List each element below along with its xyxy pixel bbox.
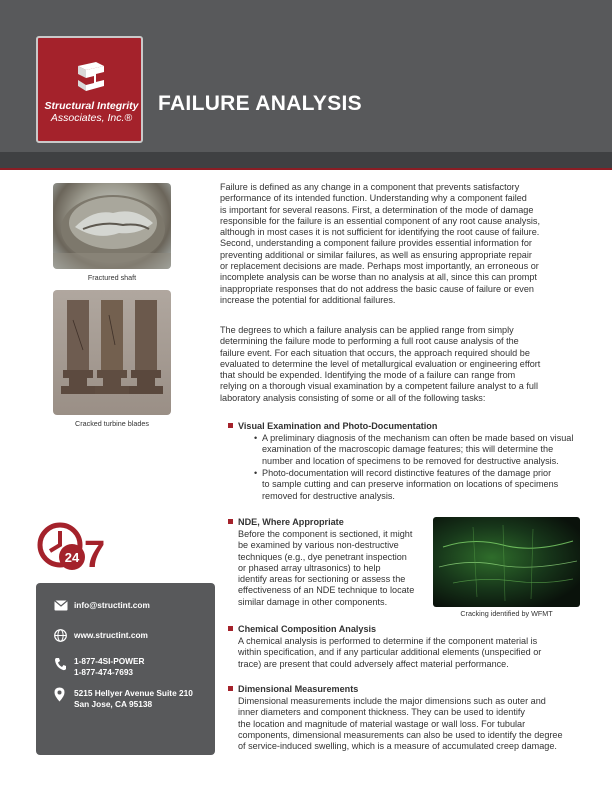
red-square-bullet: [228, 626, 233, 631]
bullet-dot: •: [254, 468, 258, 478]
globe-icon: [54, 629, 67, 642]
24-7-badge: [36, 517, 114, 580]
blades-caption: Cracked turbine blades: [75, 419, 149, 428]
shaft-caption: Fractured shaft: [87, 273, 137, 282]
chemical-heading: Chemical Composition Analysis: [228, 624, 376, 634]
contact-phone-number[interactable]: 1-877-474-7693: [74, 667, 134, 677]
contact-address-line1: 5215 Hellyer Avenue Suite 210: [74, 688, 193, 698]
degrees-paragraph: The degrees to which a failure analysis can be applied range from simply determining the failure mode to performing a full root cause analysis of the failure event. For each situation that occurs, the approach required should be evaluated to determine the level of metallurgical evaluation or engineering effort that should be expended. Identifying the mode of a failure can range from relying on a thorough visual examination by a competent failure analyst to a full laboratory analysis consisting of some or all of the following tasks:: [220, 325, 541, 403]
dimensional-heading: Dimensional Measurements: [228, 684, 358, 694]
red-square-bullet: [228, 423, 233, 428]
intro-paragraph: Failure is defined as any change in a component that prevents satisfactory performance of its intended function. Understanding why a component failed is important for several reasons. First, a determination of the mode of damage responsible for the failure is an essential component of any root cause analysis, although in most cases it is not sufficient for identifying the root cause of failure. Second, understanding a component failure provides essential information for preventing additional or similar failures, as well as ensuring appropriate repair or replacement decisions are made. Perhaps most importantly, an erroneous or incomplete analysis can be worse than no analysis at all, since this can prompt inappropriate responses that do not address the basic cause of failure or even increase the potential for additional failures.: [220, 182, 540, 305]
logo-company-name: Structural Integrity: [44, 100, 139, 112]
location-pin-icon: [54, 687, 65, 702]
visual-bullet-photo-doc: • Photo-documentation will record distinctive features of the damage prior to sample cutting and can preserve information on locations of specimens removed for destructive analysis.: [254, 468, 559, 501]
contact-phone-vanity[interactable]: 1-877-4SI-POWER: [74, 656, 145, 666]
phone-icon: [54, 657, 66, 671]
dimensional-paragraph: Dimensional measurements include the major dimensions such as outer and inner diameters and component thickness. They can be used to identify the location and magnitude of material wastage or wall loss. For tubular components, dimensional measurements can also be used to identify the degree of service-induced swelling, which is a measure of accumulated creep damage.: [238, 696, 563, 752]
header-accent-line: [0, 168, 612, 170]
clock-icon: [50, 531, 60, 551]
contact-website[interactable]: www.structint.com: [74, 630, 148, 640]
chemical-paragraph: A chemical analysis is performed to determine if the component material is within specification, and if any particular additional elements (unspecified or trace) are present that could adversely affect material performance.: [238, 636, 542, 669]
visual-exam-heading: Visual Examination and Photo-Documentation: [228, 421, 437, 431]
wfmt-caption: Cracking identified by WFMT: [460, 609, 553, 618]
nde-paragraph: Before the component is sectioned, it might be examined by various non-destructive techniques (e.g., dye penetrant inspection or phased array ultrasonics) to help identify areas for sectioning or assess the effectiveness of an NDE technique to locate similar damage in other components.: [238, 529, 415, 607]
visual-bullet-diagnosis: • A preliminary diagnosis of the mechanism can often be made based on visual examination of the macroscopic damage features; this will determine the number and location of specimens to be removed for destructive analysis.: [254, 433, 574, 466]
bullet-dot: •: [254, 433, 258, 443]
logo-company-suffix: Associates, Inc.®: [50, 112, 133, 124]
contact-email[interactable]: info@structint.com: [74, 600, 150, 610]
fractured-shaft-photo: [53, 183, 171, 269]
contact-address-line2: San Jose, CA 95138: [74, 699, 153, 709]
red-square-bullet: [228, 519, 233, 524]
wfmt-cracking-photo: [433, 517, 580, 607]
red-square-bullet: [228, 686, 233, 691]
company-logo: [36, 36, 143, 143]
cracked-blades-photo: [53, 290, 171, 415]
contact-box: [36, 583, 215, 755]
badge-7-text: 7: [84, 534, 106, 575]
page-title: FAILURE ANALYSIS: [158, 92, 362, 115]
badge-24-text: 24: [64, 550, 80, 565]
nde-heading: NDE, Where Appropriate: [228, 517, 344, 527]
header-band: [0, 152, 612, 168]
envelope-icon: [54, 600, 68, 611]
logo-beam-icon: [74, 60, 108, 94]
